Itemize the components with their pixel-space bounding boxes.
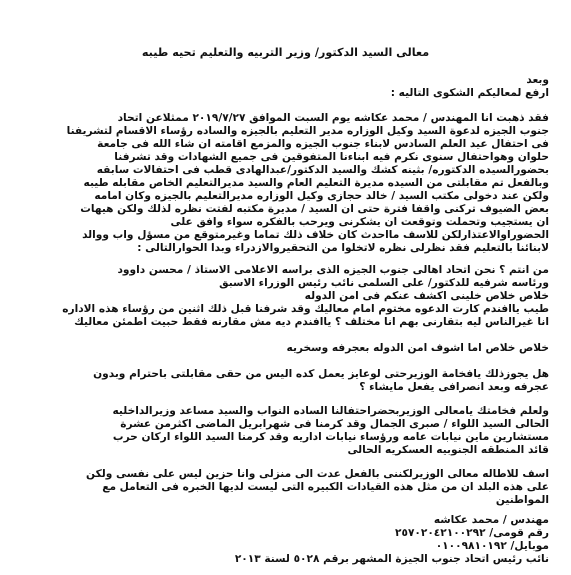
- closing-line: المواطنين: [495, 494, 549, 506]
- paragraph-line: الحضوراوالاعتذارلكن للاسف مااحدث كان خلاف ذلك تماما وغيرمتوقع من مسؤل واب ووالد: [82, 229, 549, 241]
- question-line: عجرفه وبعد انصرافى يفعل مايشاء ؟: [359, 381, 549, 393]
- intro-line: ارفع لمعاليكم الشكوى التاليه :: [390, 87, 549, 99]
- signature-national-id: رقم قومى/ ٢٥٧٠٢٠٤٢١٠٠٢٩٢: [395, 527, 549, 539]
- paragraph-line: ولكن عند دخولى مكتب السيد / خالد حجازى وكيل الوزاره مديرالتعليم بالجيزه وكان امامه: [94, 190, 549, 202]
- dialogue-line: ورئاسه شرفيه للدكتور/ على السلمى نائب رئيس الوزراء الاسبق: [219, 277, 549, 289]
- knowledge-line: مستشارين ماين نيابات عامه ورؤساء نيابات اداريه وقد كرمنا السيد اللواء اركان حرب: [112, 431, 549, 443]
- dialogue-line: من انتم ؟ نحن اتحاد اهالى جنوب الجيزه الذى براسه الاعلامى الاستاذ / محسن داوود: [117, 264, 549, 276]
- dialogue-line: خلاص خلاص خلينى اكشف عنكم فى امن الدوله: [304, 290, 549, 302]
- knowledge-line: الحالى السيد اللواء / صبرى الجمال وقد كرمنا فى شهرابريل الماضى اكثرمن عشرة: [120, 418, 549, 430]
- state-security-line: خلاص خلاص اما اشوف امن الدوله بعجرفه وسخريه: [286, 342, 549, 354]
- closing-line: اسف للاطاله معالى الوزيرلكننى بالفعل عدت الى منزلى وانا حزين ليس على نفسى ولكن: [86, 468, 549, 480]
- knowledge-line: ولعلم فخامتك يامعالى الوزيربحضراحتفالنا الساده النواب والسيد مساعد وزيرالداخليه: [112, 405, 549, 417]
- signature-position: نائب رئيس اتحاد جنوب الجيزة المشهر برقم ٥٠٢٨ لسنة ٢٠١٣: [234, 553, 549, 565]
- paragraph-line: لابنائنا بالتعليم فقد نظرلى نظره لاتخلوا من التحقيروالازدراء وبدا الحوارالتالى :: [137, 242, 549, 254]
- paragraph-line: فى احتفال عيد العلم السادس لابناء جنوب الجيزه والمزمع اقامته ان شاء الله فى جامعة: [97, 138, 549, 150]
- paragraph-line: بعض الضيوف تركنى واقفا فترة حتى ان السيد / مديرة مكتبه لفتت نظره لذلك ولكن هيهات: [80, 203, 549, 215]
- letter-title: معالى السيد الدكتور/ وزير التربيه والتعليم تحيه طيبه: [141, 46, 430, 59]
- signature-name: مهندس / محمد عكاشه: [433, 514, 549, 526]
- paragraph-line: جنوب الجيزه لدعوة السيد وكيل الوزاره مدير التعليم بالجيزه والساده رؤساء الاقسام لتشريفنا: [66, 125, 549, 137]
- paragraph-line: وبالفعل تم مقابلتى من السيده مديرة التعليم العام والسيد مديرالتعليم الخاص مقابله طيبه: [83, 177, 549, 189]
- paragraph-line: حلوان وهواحتفال سنوى نكرم فيه ابناءنا المتفوقين فى جميع الشهادات وقد تشرفنا: [114, 151, 549, 163]
- closing-line: على هذه البلد ان من مثل هذه القيادات الكبيره التى ليست لديها الخبره فى التعامل مع: [102, 481, 549, 493]
- dialogue-line: طيب ياافندم كارت الدعوه مختوم امام معاليك وقد شرفنا قبل ذلك اثنين من رؤساء هذه الاداره: [62, 303, 549, 315]
- paragraph-line: ان يستجيب وتحملت وتوقعت ان يشكرنى ويرحب بالفكره سواء وافق على: [170, 216, 549, 228]
- greeting: وبعد: [526, 74, 549, 86]
- dialogue-line: انا غيرالناس ليه بتقارنى بهم انا مختلف ؟ ياافندم ديه مش مقارنه فقط حبيت اطمئن معاليك: [74, 316, 549, 328]
- signature-mobile: موبايل/ ٠١٠٠٩٨١٠١٩٢: [435, 540, 549, 552]
- question-line: هل يجوزذلك يافخامة الوزيرحتى لوعايز يعمل كده اليس من حقى مقابلتى باحترام وبدون: [93, 368, 549, 380]
- paragraph-line: بحضورالسيده الدكتوره/ بثينه كشك والسيد الدكتور/عبدالهادى قطب فى احتفالات سابقه: [96, 164, 549, 176]
- paragraph-line: فقد ذهبت انا المهندس / محمد عكاشه يوم السبت الموافق ٢٠١٩/٧/٢٧ ممثلاعن اتحاد: [117, 112, 549, 124]
- knowledge-line: قائد المنطقه الجنوبيه العسكريه الحالى: [347, 444, 549, 456]
